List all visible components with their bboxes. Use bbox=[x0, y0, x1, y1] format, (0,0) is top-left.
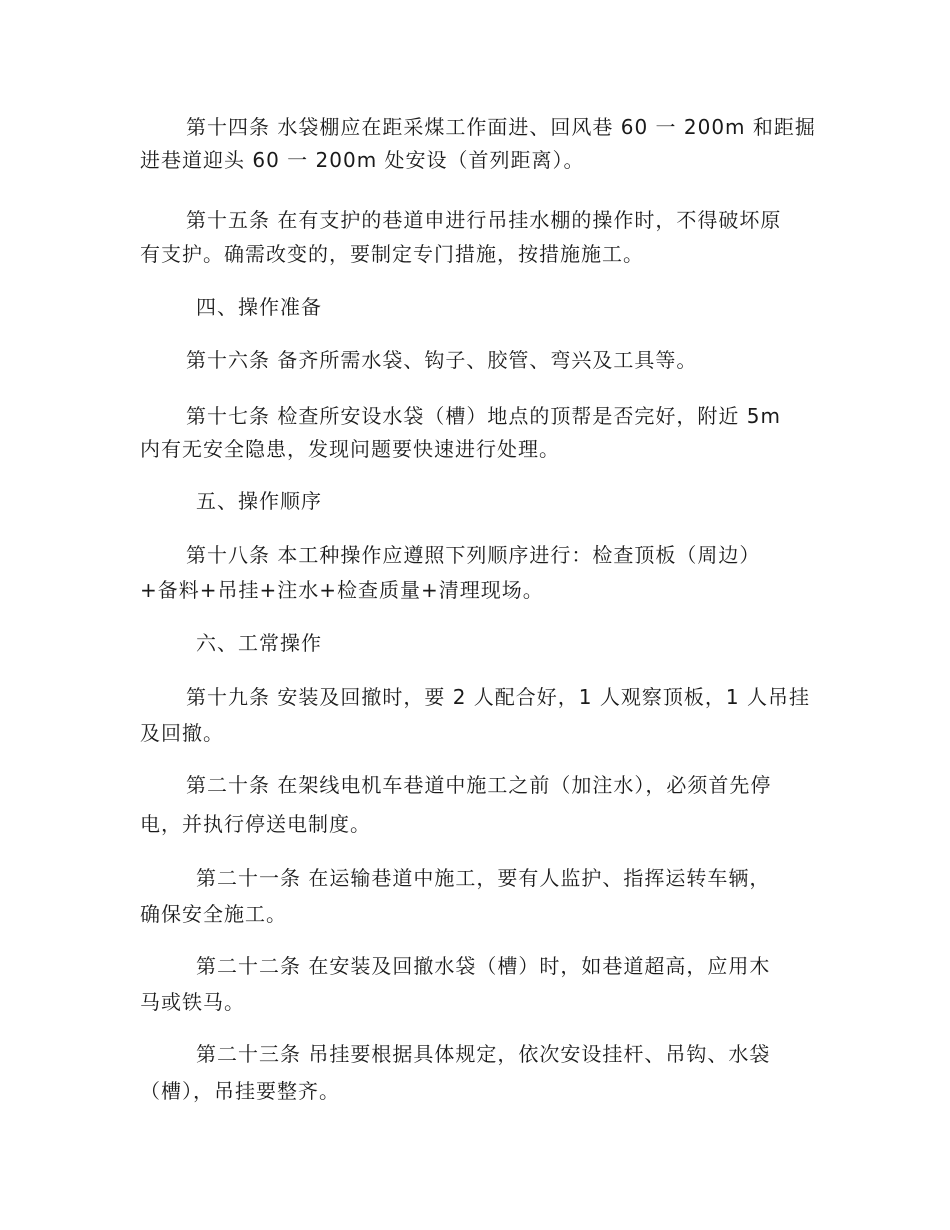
article-23-line-2: （槽），吊挂要整齐。 bbox=[140, 1079, 340, 1103]
article-18-line-1: 第十八条 本工种操作应遵照下列顺序进行：检查顶板（周边） bbox=[186, 543, 761, 567]
article-23-line-1: 第二十三条 吊挂要根据具体规定，依次安设挂杆、吊钩、水袋 bbox=[196, 1042, 771, 1066]
article-16-line-1: 第十六条 备齐所需水袋、钩子、胶管、弯兴及工具等。 bbox=[186, 348, 698, 372]
article-14-line-2: 进巷道迎头 60 一 200m 处安设（首列距离）。 bbox=[140, 148, 585, 172]
article-17-line-1: 第十七条 检查所安设水袋（槽）地点的顶帮是否完好，附近 5m bbox=[186, 404, 781, 428]
article-18-line-2: +备料+吊挂+注水+检查质量+清理现场。 bbox=[140, 578, 544, 602]
article-21-line-1: 第二十一条 在运输巷道中施工，要有人监护、指挥运转车辆， bbox=[196, 866, 771, 890]
article-19-line-2: 及回撤。 bbox=[140, 721, 224, 745]
section-heading-4: 四、操作准备 bbox=[196, 295, 322, 319]
article-19-line-1: 第十九条 安装及回撤时，要 2 人配合好，1 人观察顶板，1 人吊挂 bbox=[186, 685, 810, 709]
article-15-line-1: 第十五条 在有支护的巷道申进行吊挂水棚的操作时，不得破坏原 bbox=[186, 208, 782, 232]
article-20-line-1: 第二十条 在架线电机车巷道中施工之前（加注水），必须首先停 bbox=[186, 773, 772, 797]
article-20-line-2: 电，并执行停送电制度。 bbox=[140, 812, 371, 836]
article-22-line-2: 马或铁马。 bbox=[140, 990, 245, 1014]
article-17-line-2: 内有无安全隐患，发现问题要快速进行处理。 bbox=[140, 437, 560, 461]
article-21-line-2: 确保安全施工。 bbox=[140, 902, 287, 926]
section-heading-6: 六、工常操作 bbox=[196, 631, 322, 655]
article-22-line-1: 第二十二条 在安装及回撤水袋（槽）时，如巷道超高，应用木 bbox=[196, 954, 771, 978]
article-15-line-2: 有支护。确需改变的，要制定专门措施，按措施施工。 bbox=[140, 242, 644, 266]
section-heading-5: 五、操作顺序 bbox=[196, 489, 322, 513]
article-14-line-1: 第十四条 水袋棚应在距采煤工作面进、回风巷 60 一 200m 和距掘 bbox=[186, 115, 816, 139]
